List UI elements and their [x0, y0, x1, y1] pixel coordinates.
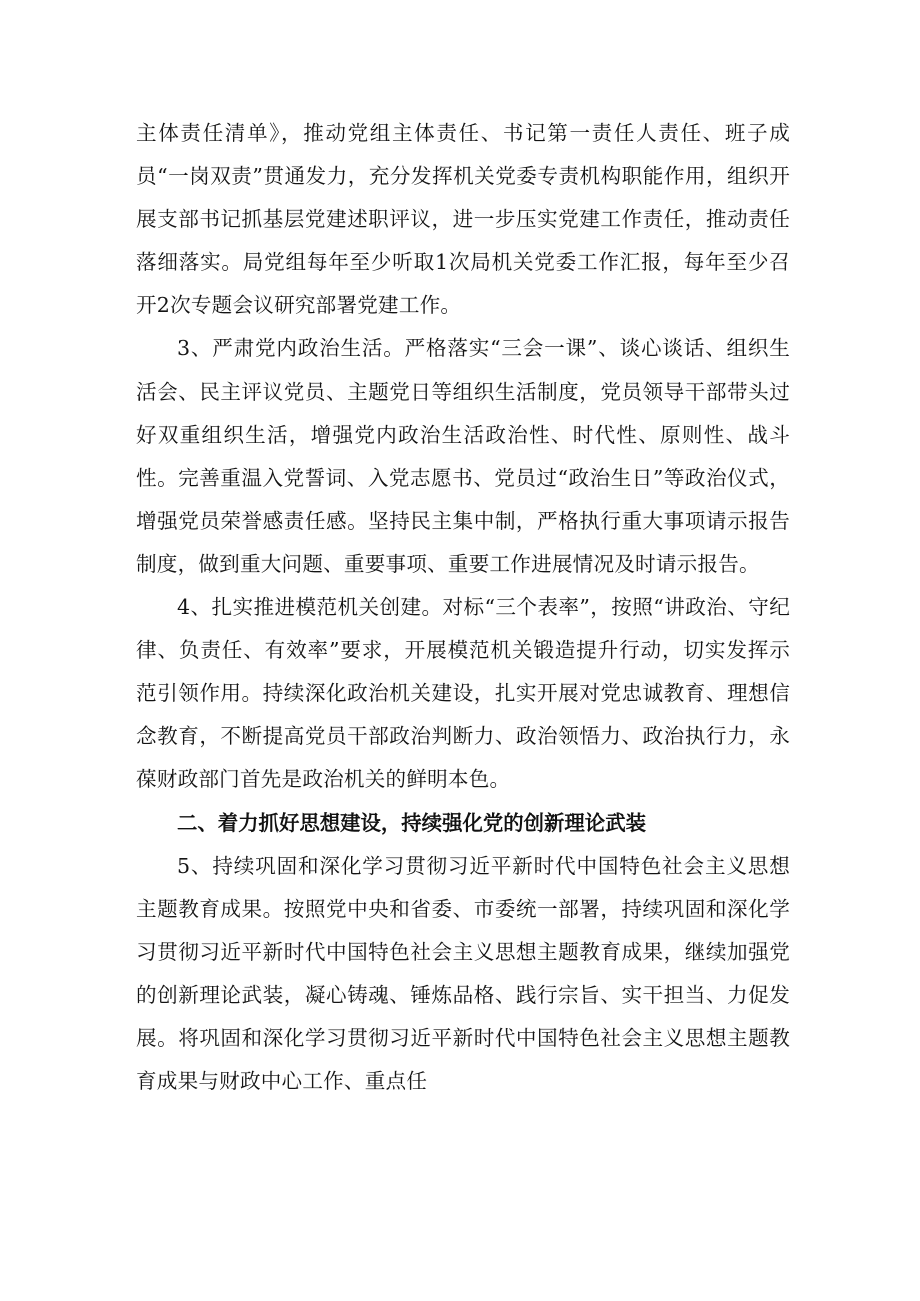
paragraph-item-4: 4、扎实推进模范机关创建。对标“三个表率”，按照“讲政治、守纪律、负责任、有效率”要求，开展模范机关锻造提升行动，切实发挥示范引领作用。持续深化政治机关建设，扎实开展对党忠诚教育、理想信念教育，不断提高党员干部政治判断力、政治领悟力、政治执行力，永葆财政部门首先是政治机关的鲜明本色。 [136, 595, 790, 792]
document-body [136, 112, 790, 1103]
paragraph-item-3: 3、严肃党内政治生活。严格落实“三会一课”、谈心谈话、组织生活会、民主评议党员、主题党日等组织生活制度，党员领导干部带头过好双重组织生活，增强党内政治生活政治性、时代性、原则性、战斗性。完善重温入党誓词、入党志愿书、党员过“政治生日”等政治仪式，增强党员荣誉感责任感。坚持民主集中制，严格执行重大事项请示报告制度，做到重大问题、重要事项、重要工作进展情况及时请示报告。 [136, 336, 790, 576]
paragraph-item-5: 5、持续巩固和深化学习贯彻习近平新时代中国特色社会主义思想主题教育成果。按照党中央和省委、市委统一部署，持续巩固和深化学习贯彻习近平新时代中国特色社会主义思想主题教育成果，继续加强党的创新理论武装，凝心铸魂、锤炼品格、践行宗旨、实干担当、力促发展。将巩固和深化学习贯彻习近平新时代中国特色社会主义思想主题教育成果与财政中心工作、重点任 [136, 853, 790, 1094]
paragraph-continued: 主体责任清单》，推动党组主体责任、书记第一责任人责任、班子成员“一岗双责”贯通发力，充分发挥机关党委专责机构职能作用，组织开展支部书记抓基层党建述职评议，进一步压实党建工作责任，推动责任落细落实。局党组每年至少听取1次局机关党委工作汇报，每年至少召开2次专题会议研究部署党建工作。 [136, 121, 790, 318]
section-heading: 二、着力抓好思想建设，持续强化党的创新理论武装 [177, 810, 646, 835]
